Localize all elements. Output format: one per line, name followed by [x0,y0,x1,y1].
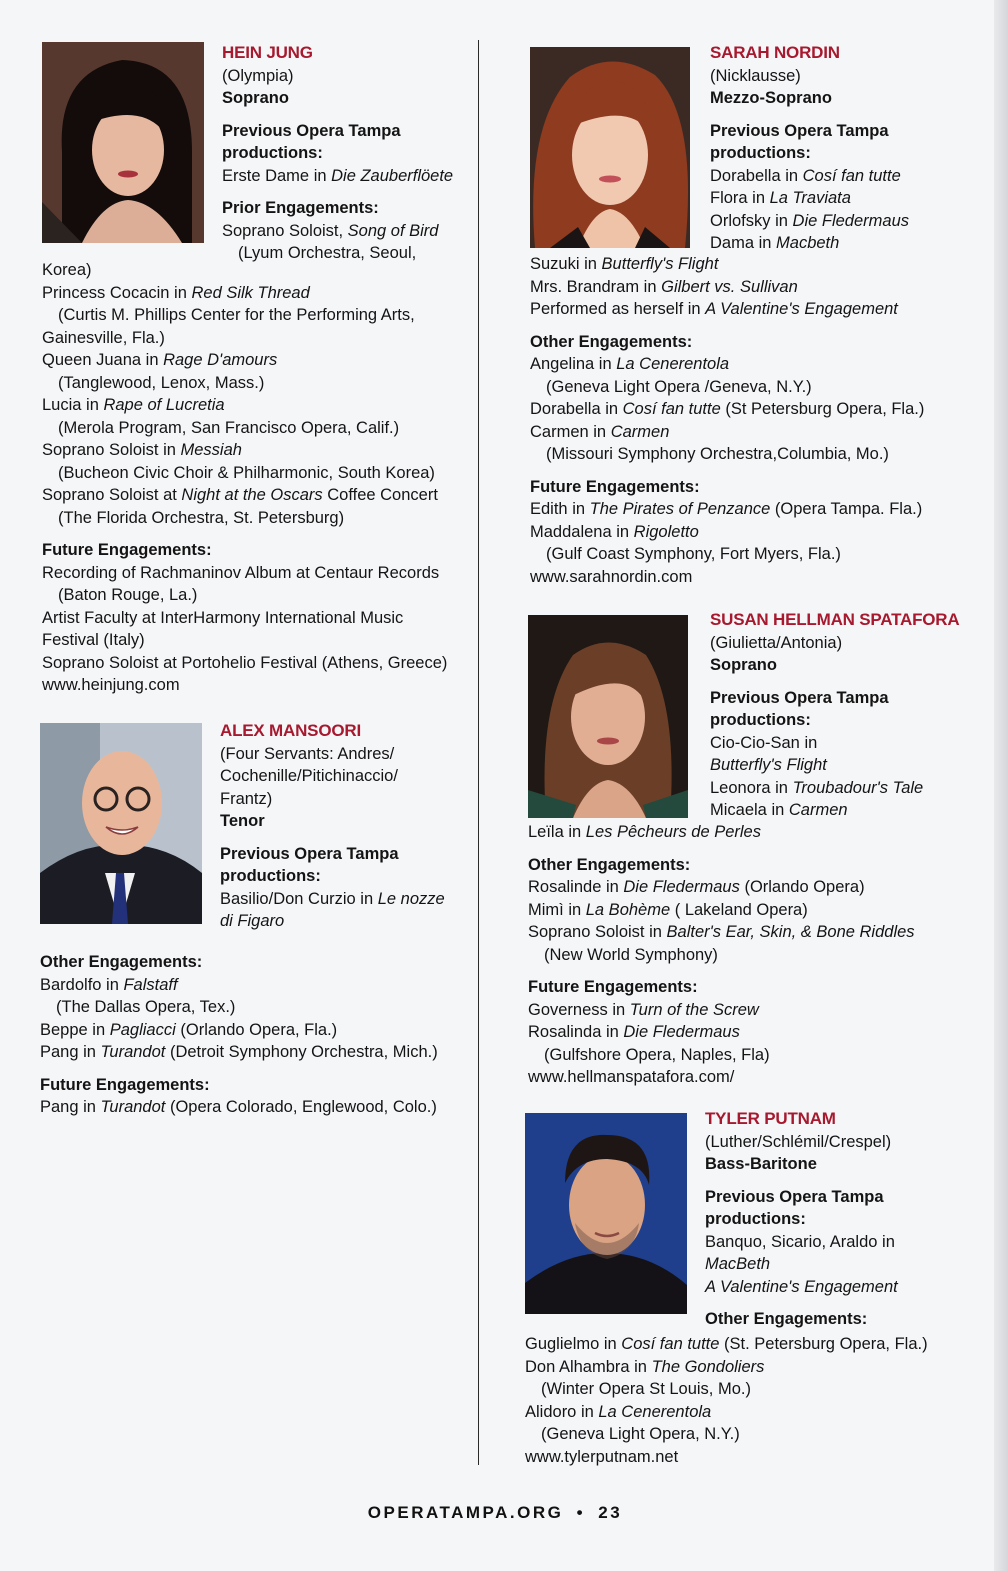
section-heading-previous-cont: productions: [710,711,811,729]
credit-line: Erste Dame in Die Zauberflöete [222,166,454,185]
credit-line-cont: Butterfly's Flight [710,756,827,774]
page-number: 23 [598,1503,623,1522]
credit-line: Dama in Macbeth [710,234,840,252]
credit-line: Soprano Soloist, Song of Bird [222,221,439,240]
credit-line: Recording of Rachmaninov Album at Centaur Records [42,563,440,582]
headshot-tyler-putnam [525,1113,687,1314]
website-link[interactable]: www.heinjung.com [42,676,180,694]
credit-venue: (Lyum Orchestra, Seoul, [238,244,417,262]
website-link[interactable]: www.tylerputnam.net [525,1447,679,1466]
section-heading-prior: Prior Engagements: [222,199,379,217]
footer-site[interactable]: OPERATAMPA.ORG [367,1503,564,1522]
credit-line: Artist Faculty at InterHarmony International Music [42,608,404,627]
credit-line: Maddalena in Rigoletto [530,522,699,541]
credit-line: Mimì in La Bohème ( Lakeland Opera) [528,900,808,919]
headshot-hein-jung [42,42,204,243]
bio-hein-jung [42,42,462,697]
section-heading-previous: Previous Opera Tampa [705,1187,884,1206]
credit-line: Edith in The Pirates of Penzance (Opera Tampa. Fla.) [530,500,923,518]
credit-venue: (Missouri Symphony Orchestra,Columbia, Mo.) [546,445,889,463]
section-heading-future: Future Engagements: [42,541,212,559]
performer-name: HEIN JUNG [222,43,313,62]
role: (Nicklausse) [710,66,801,85]
section-heading-future: Future Engagements: [40,1075,210,1094]
section-heading-other: Other Engagements: [40,953,203,971]
credit-line: Rosalinda in Die Fledermaus [528,1023,740,1041]
credit-line: Mrs. Brandram in Gilbert vs. Sullivan [530,277,798,296]
section-heading-previous-cont: productions: [222,144,323,162]
section-heading-previous: Previous Opera Tampa [710,121,889,140]
column-divider [478,40,479,1465]
page-edge-shadow [994,0,1008,1571]
footer-bullet: • [576,1503,586,1522]
voice-type: Mezzo-Soprano [710,89,832,107]
credit-line: Rosalinde in Die Fledermaus (Orlando Opera) [528,878,865,896]
credit-line: Soprano Soloist in Balter's Ear, Skin, & Bone Riddles [528,923,915,941]
credit-line: Alidoro in La Cenerentola [525,1402,712,1421]
performer-name: SUSAN HELLMAN SPATAFORA [710,610,960,629]
voice-type: Soprano [710,656,777,674]
credit-line: Dorabella in Cosí fan tutte (St Petersburg Opera, Fla.) [530,400,925,418]
website-link[interactable]: www.sarahnordin.com [530,567,693,586]
credit-venue: (Bucheon Civic Choir & Philharmonic, South Korea) [58,463,435,482]
role: (Four Servants: Andres/ [220,744,395,763]
section-heading-previous: Previous Opera Tampa [222,121,401,140]
credit-venue: (Gulfshore Opera, Naples, Fla) [544,1045,770,1064]
credit-line: Queen Juana in Rage D'amours [42,351,278,369]
credit-line: Cio-Cio-San in [710,733,818,752]
credit-line: Performed as herself in A Valentine's Engagement [530,300,898,318]
bio-susan-hellman-spatafora [528,609,968,1089]
credit-venue: (The Dallas Opera, Tex.) [56,998,236,1016]
credit-venue: (Baton Rouge, La.) [58,586,198,604]
credit-venue: (Winter Opera St Louis, Mo.) [541,1380,751,1398]
credit-line: Leonora in Troubadour's Tale [710,778,924,797]
credit-line: Dorabella in Cosí fan tutte [710,166,901,185]
credit-line: Soprano Soloist at Portohelio Festival (Athens, Greece) [42,653,448,672]
credit-venue: Korea) [42,261,92,279]
page-footer [0,1503,990,1523]
headshot-susan-hellman-spatafora [528,615,688,818]
credit-line: Governess in Turn of the Screw [528,1000,759,1019]
voice-type: Tenor [220,812,265,830]
credit-line: Orlofsky in Die Fledermaus [710,211,909,230]
credit-line: Pang in Turandot (Opera Colorado, Englewood, Colo.) [40,1098,437,1116]
credit-venue: Gainesville, Fla.) [42,328,165,347]
credit-line: Banquo, Sicario, Araldo in [705,1232,895,1251]
section-heading-previous-cont: productions: [705,1210,806,1228]
role-cont: Frantz) [220,789,273,808]
section-heading-future: Future Engagements: [528,978,698,996]
credit-line: Lucia in Rape of Lucretia [42,396,225,414]
section-heading-previous-cont: productions: [710,144,811,162]
section-heading-other: Other Engagements: [528,855,691,874]
bio-tyler-putnam [525,1108,965,1468]
role: (Giulietta/Antonia) [710,633,843,652]
credit-venue: (Geneva Light Opera, N.Y.) [541,1425,740,1443]
performer-name: SARAH NORDIN [710,43,840,62]
credit-line: Soprano Soloist in Messiah [42,441,242,459]
credit-line: Soprano Soloist at Night at the Oscars Coffee Concert [42,486,438,504]
voice-type: Soprano [222,89,289,107]
section-heading-previous: Previous Opera Tampa [710,688,889,707]
credit-venue: (Geneva Light Opera /Geneva, N.Y.) [546,377,812,396]
credit-line: Bardolfo in Falstaff [40,975,178,994]
credit-venue: (Curtis M. Phillips Center for the Performing Arts, [58,306,415,324]
credit-line: Angelina in La Cenerentola [530,355,730,373]
credit-line-cont: MacBeth [705,1255,771,1273]
performer-name: ALEX MANSOORI [220,721,361,740]
credit-line: A Valentine's Engagement [705,1277,898,1296]
headshot-alex-mansoori [40,723,202,924]
headshot-sarah-nordin [530,47,690,248]
credit-line: Princess Cocacin in Red Silk Thread [42,283,310,302]
credit-line: Leïla in Les Pêcheurs de Perles [528,823,761,841]
bio-alex-mansoori [40,720,460,1119]
credit-venue: (New World Symphony) [544,945,718,964]
credit-venue: (Gulf Coast Symphony, Fort Myers, Fla.) [546,545,841,563]
website-link[interactable]: www.hellmanspatafora.com/ [528,1068,735,1086]
credit-venue: (The Florida Orchestra, St. Petersburg) [58,508,345,527]
section-heading-other: Other Engagements: [705,1310,868,1328]
credit-line: Carmen in Carmen [530,422,670,441]
role: (Luther/Schlémil/Crespel) [705,1132,892,1151]
section-heading-previous: Previous Opera Tampa [220,844,399,863]
performer-name: TYLER PUTNAM [705,1109,836,1128]
role-cont: Cochenille/Pitichinaccio/ [220,767,398,785]
credit-line: Don Alhambra in The Gondoliers [525,1357,765,1376]
credit-line: Flora in La Traviata [710,189,851,207]
credit-line: Suzuki in Butterfly's Flight [530,255,719,273]
section-heading-other: Other Engagements: [530,332,693,351]
voice-type: Bass-Baritone [705,1155,817,1173]
credit-venue: (Merola Program, San Francisco Opera, Calif.) [58,418,400,437]
credit-line: Pang in Turandot (Detroit Symphony Orchestra, Mich.) [40,1043,438,1061]
credit-venue: Festival (Italy) [42,631,145,649]
role: (Olympia) [222,66,294,85]
section-heading-previous-cont: productions: [220,867,321,885]
credit-line: Guglielmo in Cosí fan tutte (St. Petersburg Opera, Fla.) [525,1335,928,1353]
credit-line-cont: di Figaro [220,912,285,930]
credit-venue: (Tanglewood, Lenox, Mass.) [58,373,265,392]
section-heading-future: Future Engagements: [530,477,700,496]
bio-sarah-nordin [530,42,970,588]
credit-line: Basilio/Don Curzio in Le nozze [220,889,445,908]
credit-line: Micaela in Carmen [710,801,848,819]
credit-line: Beppe in Pagliacci (Orlando Opera, Fla.) [40,1020,338,1039]
